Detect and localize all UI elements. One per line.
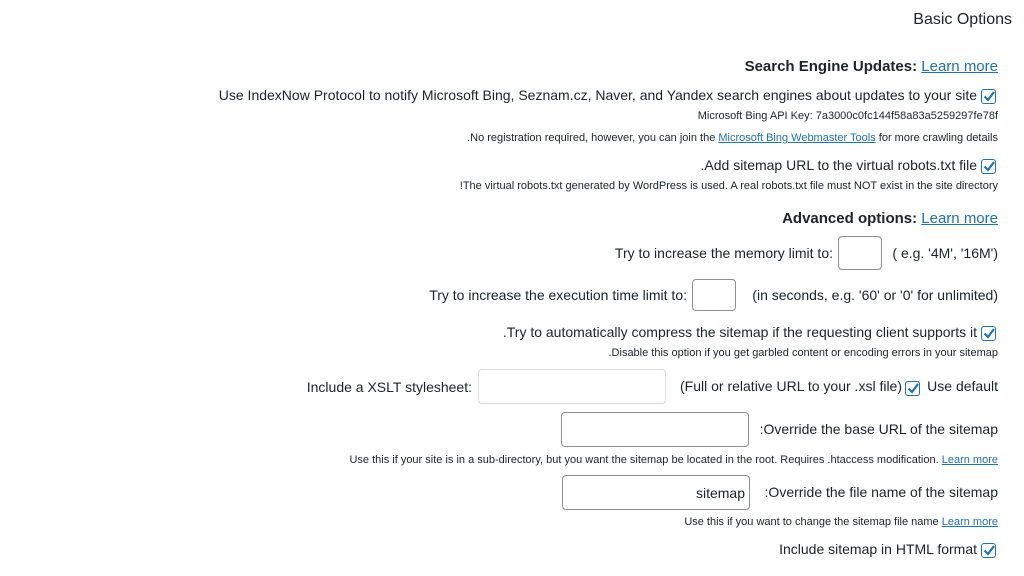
filename-label: :Override the file name of the sitemap [764, 484, 998, 500]
filename-note-text: Use this if you want to change the sitemap file name [684, 516, 939, 528]
bing-api-key: Microsoft Bing API Key: 7a3000c0fc144f58a83a5259297fe78f [697, 110, 998, 122]
compress-note: .Disable this option if you get garbled content or encoding errors in your sitemap [608, 347, 998, 359]
search-engine-learn-more-link[interactable]: Learn more [921, 58, 998, 75]
search-engine-heading: Search Engine Updates: [744, 58, 918, 75]
xslt-hint: (Full or relative URL to your .xsl file) [680, 378, 902, 394]
use-default-checkbox[interactable] [905, 381, 920, 396]
search-engine-section-heading [745, 58, 998, 75]
indexnow-checkbox[interactable] [981, 89, 996, 104]
checkmark-icon [907, 382, 919, 395]
robots-note: !The virtual robots.txt generated by WordPress is used. A real robots.txt file must NOT exist in the site directory [459, 180, 998, 192]
registration-note [467, 132, 998, 144]
registration-prefix: .No registration required, however, you can join the [467, 132, 716, 144]
checkmark-icon [983, 160, 995, 173]
advanced-learn-more-link[interactable]: Learn more [921, 210, 998, 227]
execution-time-label: Try to increase the execution time limit to: [429, 287, 687, 303]
xslt-label: Include a XSLT stylesheet: [306, 379, 472, 395]
advanced-section-heading [782, 210, 998, 227]
checkmark-icon [983, 544, 995, 557]
filename-input[interactable] [562, 475, 750, 510]
base-url-note [349, 454, 998, 466]
use-default-label: Use default [927, 378, 998, 394]
page-title: Basic Options [913, 11, 1012, 28]
memory-limit-label: Try to increase the memory limit to: [614, 245, 833, 261]
webmaster-tools-link[interactable]: Microsoft Bing Webmaster Tools [718, 132, 876, 144]
memory-limit-input[interactable] [838, 236, 882, 270]
xslt-input[interactable] [478, 369, 666, 404]
memory-limit-hint: ( e.g. '4M', '16M') [892, 245, 998, 261]
compress-checkbox[interactable] [981, 326, 996, 341]
base-url-learn-more-link[interactable]: Learn more [941, 454, 998, 466]
html-format-checkbox[interactable] [981, 543, 996, 558]
filename-note [684, 516, 998, 528]
base-url-input[interactable] [561, 412, 749, 447]
robots-checkbox[interactable] [981, 159, 996, 174]
execution-time-hint: (in seconds, e.g. '60' or '0' for unlimited) [752, 287, 998, 303]
filename-learn-more-link[interactable]: Learn more [941, 516, 998, 528]
compress-label: .Try to automatically compress the sitemap if the requesting client supports it [502, 324, 977, 340]
execution-time-input[interactable] [692, 279, 736, 311]
checkmark-icon [983, 327, 995, 340]
indexnow-label: Use IndexNow Protocol to notify Microsoft Bing, Seznam.cz, Naver, and Yandex search engines about updates to your site [218, 87, 977, 103]
checkmark-icon [983, 90, 995, 103]
html-format-label: Include sitemap in HTML format [779, 541, 977, 557]
robots-label: .Add sitemap URL to the virtual robots.txt file [700, 157, 977, 173]
advanced-heading: Advanced options: [782, 210, 918, 227]
base-url-note-text: Use this if your site is in a sub-directory, but you want the sitemap be located in the root. Requires .htaccess modification. [349, 454, 939, 466]
base-url-label: :Override the base URL of the sitemap [759, 421, 998, 437]
registration-suffix: for more crawling details [878, 132, 998, 144]
